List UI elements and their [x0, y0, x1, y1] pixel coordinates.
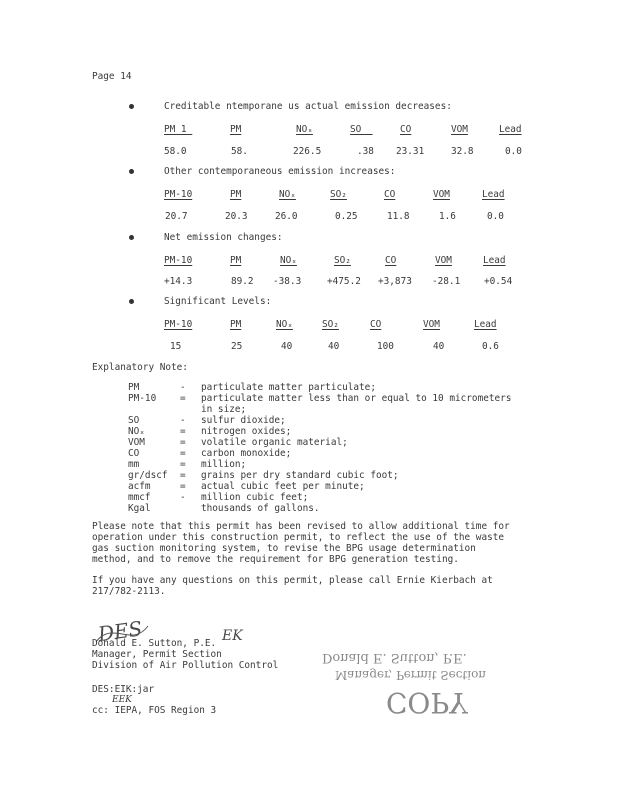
section-4-heading: Significant Levels: [164, 296, 272, 307]
header-pm10: PM-10 [164, 255, 193, 266]
value-co: 23.31 [396, 146, 425, 157]
value-co: 11.8 [387, 211, 410, 222]
value-pm10: 58.0 [164, 146, 187, 157]
header-pm10: PM-10 [164, 189, 193, 200]
value-so2: 0.25 [335, 211, 358, 222]
header-so2: SO₂ [330, 189, 347, 200]
header-co: CO [384, 189, 396, 200]
header-pm: PM [230, 255, 242, 266]
bullet-2 [129, 169, 134, 174]
header-lead: Lead [483, 255, 506, 266]
bullet-3 [129, 235, 134, 240]
note-eq: = [180, 393, 186, 404]
note-def: sulfur dioxide; [201, 415, 286, 426]
note-abbr: SO [128, 415, 140, 426]
header-vom: VOM [435, 255, 452, 266]
header-pm: PM [230, 319, 242, 330]
value-pm10: 15 [170, 341, 182, 352]
value-pm: 25 [231, 341, 243, 352]
value-nox: 226.5 [293, 146, 322, 157]
paragraph-line: 217/782-2113. [92, 586, 166, 597]
header-nox: NOₓ [296, 124, 313, 135]
note-abbr: acfm [128, 481, 151, 492]
value-lead: 0.0 [505, 146, 522, 157]
stamp-line: COPY [386, 686, 468, 719]
note-eq: - [180, 382, 186, 393]
header-nox: NOₓ [279, 189, 296, 200]
signer-name: Donald E. Sutton, P.E. [92, 638, 217, 649]
header-so2: SO₂ [334, 255, 351, 266]
signer-title: Manager, Permit Section [92, 649, 222, 660]
header-so2: SO _ [350, 124, 373, 135]
note-eq: = [180, 481, 186, 492]
value-co: 100 [377, 341, 394, 352]
handwritten-initials: EEK [112, 695, 132, 705]
header-nox: NOₓ [280, 255, 297, 266]
note-def: actual cubic feet per minute; [201, 481, 365, 492]
note-abbr: PM [128, 382, 140, 393]
value-lead: 0.6 [482, 341, 499, 352]
note-eq: = [180, 459, 186, 470]
note-eq: - [180, 492, 186, 503]
paragraph-revision [92, 521, 552, 565]
explanatory-heading: Explanatory Note: [92, 362, 188, 373]
note-def: in size; [201, 404, 247, 415]
note-abbr: CO [128, 448, 140, 459]
header-pm10: PM 1_ [164, 124, 193, 135]
value-pm10: 20.7 [165, 211, 188, 222]
header-pm10: PM-10 [164, 319, 193, 330]
bullet-1 [129, 104, 134, 109]
note-def: nitrogen oxides; [201, 426, 292, 437]
section-1-heading: Creditable ntemporane us actual emission decreases: [164, 101, 452, 112]
header-co: CO [400, 124, 412, 135]
header-so2: SO₂ [322, 319, 339, 330]
value-so2: +475.2 [327, 276, 361, 287]
paragraph-contact [92, 575, 552, 597]
value-nox: 40 [281, 341, 293, 352]
paragraph-line: operation under this construction permit, to reflect the use of the waste [92, 532, 505, 543]
paragraph-line: method, and to remove the requirement for BPG generation testing. [92, 554, 459, 565]
note-abbr: Kgal [128, 503, 151, 514]
note-abbr: NOₓ [128, 426, 145, 437]
value-pm10: +14.3 [164, 276, 193, 287]
value-nox: 26.0 [275, 211, 298, 222]
note-eq: = [180, 426, 186, 437]
signature-second: EK [222, 628, 243, 644]
value-vom: 32.8 [451, 146, 474, 157]
note-def: particulate matter less than or equal to 10 micrometers [201, 393, 512, 404]
stamp-line: Manager, Permit Section [335, 668, 487, 682]
paragraph-line: gas suction monitoring system, to revise the BPG usage determination [92, 543, 476, 554]
note-eq: = [180, 448, 186, 459]
note-def: particulate matter particulate; [201, 382, 376, 393]
page-label: Page 14 [92, 71, 132, 82]
header-lead: Lead [499, 124, 522, 135]
paragraph-line: Please note that this permit has been revised to allow additional time for [92, 521, 510, 532]
reference-initials: DES:EIK:jar [92, 684, 155, 695]
header-vom: VOM [423, 319, 440, 330]
note-def: carbon monoxide; [201, 448, 292, 459]
note-def: million; [201, 459, 247, 470]
value-pm: 89.2 [231, 276, 254, 287]
note-def: grains per dry standard cubic foot; [201, 470, 399, 481]
header-lead: Lead [474, 319, 497, 330]
value-vom: 40 [433, 341, 445, 352]
note-abbr: PM-10 [128, 393, 157, 404]
header-lead: Lead [482, 189, 505, 200]
note-abbr: VOM [128, 437, 145, 448]
header-pm: PM [230, 189, 242, 200]
value-so2: .38 [357, 146, 374, 157]
value-co: +3,873 [378, 276, 412, 287]
note-abbr: mmcf [128, 492, 151, 503]
header-nox: NOₓ [276, 319, 293, 330]
header-pm: PM [230, 124, 242, 135]
value-so2: 40 [328, 341, 340, 352]
value-vom: -28.1 [432, 276, 461, 287]
header-co: CO [385, 255, 397, 266]
value-lead: 0.0 [487, 211, 504, 222]
note-def: thousands of gallons. [201, 503, 320, 514]
note-eq: = [180, 437, 186, 448]
bullet-4 [129, 299, 134, 304]
note-abbr: gr/dscf [128, 470, 168, 481]
note-def: volatile organic material; [201, 437, 348, 448]
value-pm: 58. [231, 146, 248, 157]
header-vom: VOM [433, 189, 450, 200]
signature-initials: DES [96, 616, 144, 647]
stamp-line: Donald E. Sutton, P.E. [322, 650, 467, 665]
note-def: million cubic feet; [201, 492, 309, 503]
paragraph-line: If you have any questions on this permit, please call Ernie Kierbach at [92, 575, 493, 586]
header-co: CO [370, 319, 382, 330]
value-lead: +0.54 [484, 276, 513, 287]
value-pm: 20.3 [225, 211, 248, 222]
header-vom: VOM [451, 124, 468, 135]
value-nox: -38.3 [273, 276, 302, 287]
section-3-heading: Net emission changes: [164, 232, 283, 243]
note-abbr: mm [128, 459, 140, 470]
value-vom: 1.6 [439, 211, 456, 222]
cc-line: cc: IEPA, FOS Region 3 [92, 705, 217, 716]
note-eq: = [180, 470, 186, 481]
section-2-heading: Other contemporaneous emission increases: [164, 166, 396, 177]
signer-division: Division of Air Pollution Control [92, 660, 279, 671]
note-eq: - [180, 415, 186, 426]
